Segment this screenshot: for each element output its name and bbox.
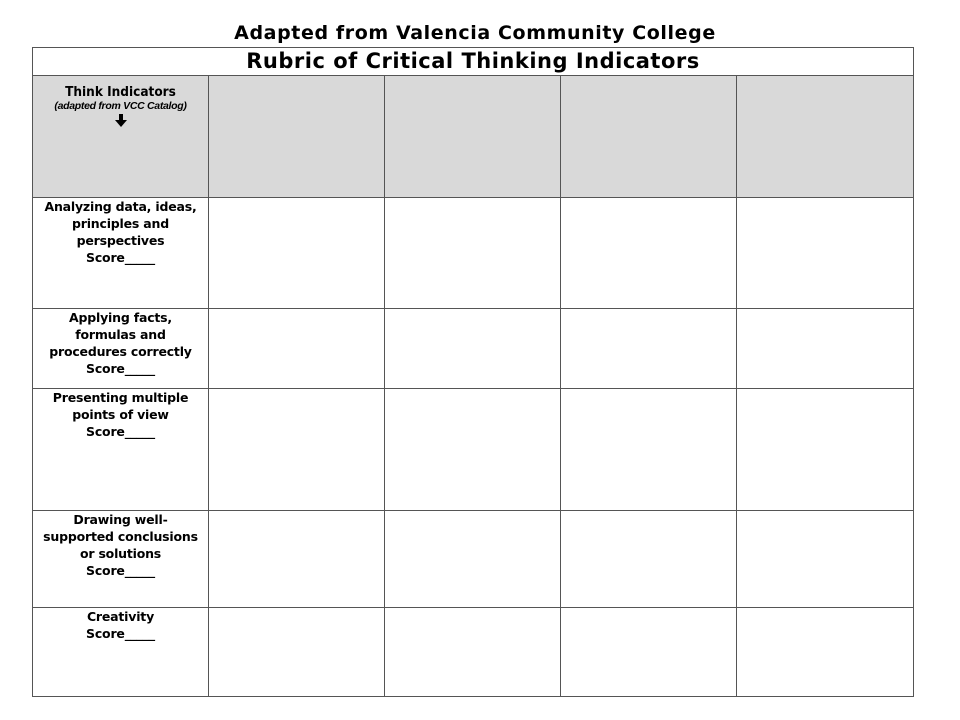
- rubric-cell[interactable]: [737, 389, 914, 511]
- rubric-row: [33, 511, 914, 608]
- indicator-label: Applying facts, formulas and procedures correctly: [49, 310, 192, 359]
- indicator-header-title: Think Indicators: [65, 84, 176, 100]
- rubric-row: [33, 198, 914, 309]
- score-field[interactable]: Score_____: [86, 626, 155, 641]
- score-field[interactable]: Score_____: [86, 563, 155, 578]
- rubric-cell[interactable]: [209, 511, 385, 608]
- arrow-down-icon: [33, 114, 208, 130]
- rubric-cell[interactable]: [385, 511, 561, 608]
- rubric-cell[interactable]: [561, 608, 737, 697]
- rubric-row: [33, 389, 914, 511]
- document-supertitle: Adapted from Valencia Community College: [234, 22, 716, 44]
- rubric-cell[interactable]: [385, 198, 561, 309]
- indicator-header-cell: [33, 76, 209, 198]
- rubric-cell[interactable]: [737, 511, 914, 608]
- indicator-label: Presenting multiple points of view: [52, 390, 189, 422]
- indicator-cell: [33, 198, 209, 309]
- indicator-label: Creativity: [86, 609, 155, 624]
- rubric-cell[interactable]: [561, 198, 737, 309]
- rubric-cell[interactable]: [209, 608, 385, 697]
- rubric-cell[interactable]: [737, 608, 914, 697]
- indicator-label: Drawing well-supported conclusions or solutions: [43, 512, 198, 561]
- score-field[interactable]: Score_____: [86, 361, 155, 376]
- rubric-row: [33, 309, 914, 389]
- rubric-header-row: [33, 76, 914, 198]
- rubric-cell[interactable]: [385, 309, 561, 389]
- rubric-title: Rubric of Critical Thinking Indicators: [33, 48, 914, 76]
- rubric-row: [33, 608, 914, 697]
- rubric-cell[interactable]: [737, 198, 914, 309]
- rubric-cell[interactable]: [209, 198, 385, 309]
- rubric-cell[interactable]: [385, 608, 561, 697]
- rubric-cell[interactable]: [385, 389, 561, 511]
- indicator-label: Analyzing data, ideas, principles and perspectives: [44, 199, 197, 248]
- rubric-cell[interactable]: [737, 309, 914, 389]
- rubric-table: [32, 47, 914, 697]
- rubric-cell[interactable]: [561, 389, 737, 511]
- header-cell-level-4[interactable]: [737, 76, 914, 198]
- rubric-cell[interactable]: [561, 511, 737, 608]
- rubric-cell[interactable]: [209, 389, 385, 511]
- indicator-cell: [33, 608, 209, 697]
- indicator-cell: [33, 389, 209, 511]
- score-field[interactable]: Score_____: [86, 250, 155, 265]
- rubric-cell[interactable]: [561, 309, 737, 389]
- indicator-cell: [33, 309, 209, 389]
- rubric-cell[interactable]: [209, 309, 385, 389]
- score-field[interactable]: Score_____: [86, 424, 155, 439]
- header-cell-level-3[interactable]: [561, 76, 737, 198]
- indicator-cell: [33, 511, 209, 608]
- header-cell-level-1[interactable]: [209, 76, 385, 198]
- indicator-header-subtitle: (adapted from VCC Catalog): [54, 100, 187, 112]
- header-cell-level-2[interactable]: [385, 76, 561, 198]
